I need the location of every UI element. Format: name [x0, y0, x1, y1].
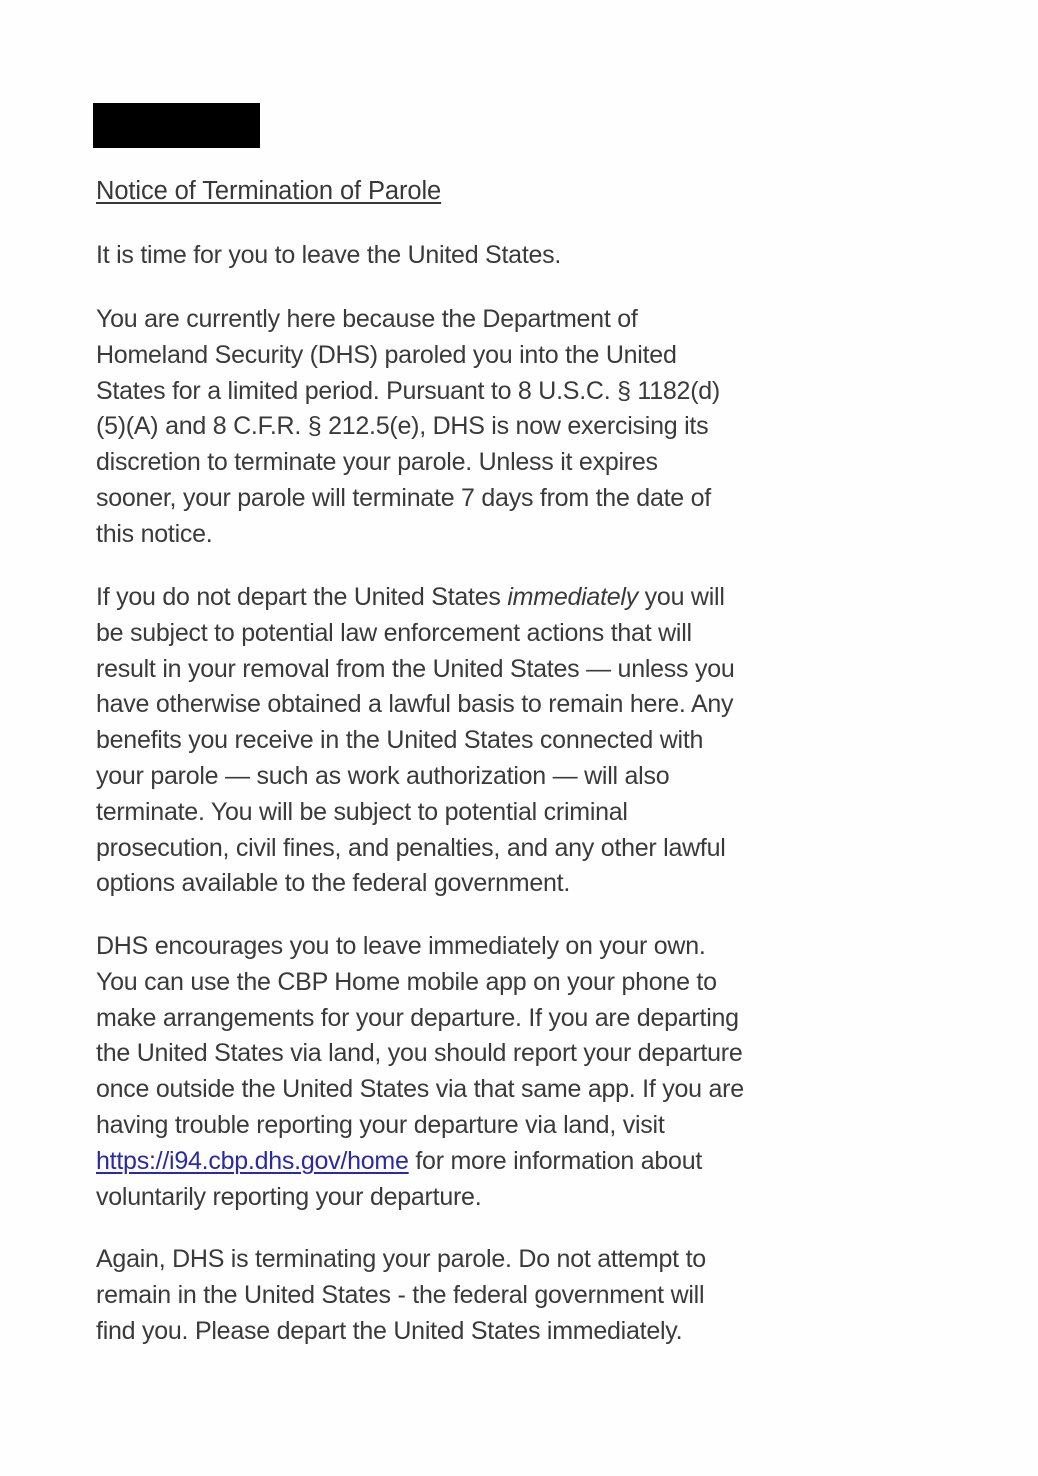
- text-line: having trouble reporting your departure via land, visit: [96, 1110, 665, 1139]
- text-line: Again, DHS is terminating your parole. Do not attempt to: [96, 1245, 706, 1273]
- text-line: benefits you receive in the United States connected with: [96, 726, 704, 755]
- text-segment: If you do not depart the United States: [96, 583, 508, 611]
- text-line: States for a limited period. Pursuant to 8 U.S.C. § 1182(d): [96, 376, 720, 405]
- text-line: sooner, your parole will terminate 7 days from the date of: [96, 483, 711, 512]
- notice-title: Notice of Termination of Parole: [96, 177, 442, 205]
- text-line: options available to the federal government.: [96, 869, 571, 898]
- emphasis-immediately: immediately: [507, 583, 638, 611]
- paragraph-closing: [96, 1242, 706, 1349]
- text-line: this notice.: [96, 519, 213, 548]
- text-line: remain in the United States - the federal government will: [96, 1280, 705, 1309]
- text-line: DHS encourages you to leave immediately on your own.: [96, 932, 706, 960]
- text-line: your parole — such as work authorization — will also: [96, 761, 670, 790]
- text-line: the United States via land, you should report your departure: [96, 1039, 743, 1068]
- text-line: voluntarily reporting your departure.: [96, 1182, 482, 1211]
- paragraph-parole-basis: [96, 302, 720, 553]
- text-line: be subject to potential law enforcement actions that will: [96, 618, 692, 647]
- text-line: result in your removal from the United States — unless you: [96, 654, 735, 683]
- text-line: make arrangements for your departure. If you are departing: [96, 1003, 739, 1032]
- text-line: Homeland Security (DHS) paroled you into the United: [96, 340, 677, 369]
- text-line: You are currently here because the Department of: [96, 305, 638, 333]
- text-line: once outside the United States via that same app. If you are: [96, 1075, 744, 1104]
- text-line: find you. Please depart the United States immediately.: [96, 1316, 683, 1345]
- text-line: prosecution, civil fines, and penalties, and any other lawful: [96, 833, 726, 862]
- text-line: (5)(A) and 8 C.F.R. § 212.5(e), DHS is now exercising its: [96, 412, 709, 441]
- i94-link[interactable]: https://i94.cbp.dhs.gov/home: [96, 1146, 409, 1175]
- text-line: [96, 1144, 744, 1180]
- text-line: You can use the CBP Home mobile app on your phone to: [96, 967, 717, 996]
- text-line: have otherwise obtained a lawful basis to remain here. Any: [96, 690, 734, 719]
- text-line: [96, 580, 735, 616]
- text-line: terminate. You will be subject to potential criminal: [96, 797, 628, 826]
- paragraph-intro: [96, 238, 561, 274]
- redaction-block: [93, 103, 260, 148]
- text-segment: for more information about: [408, 1146, 703, 1175]
- paragraph-cbp-home: [96, 929, 744, 1215]
- text-segment: you will: [637, 583, 725, 611]
- text-line: discretion to terminate your parole. Unless it expires: [96, 448, 658, 477]
- paragraph-consequences: [96, 580, 735, 902]
- text-line: It is time for you to leave the United States.: [96, 241, 562, 269]
